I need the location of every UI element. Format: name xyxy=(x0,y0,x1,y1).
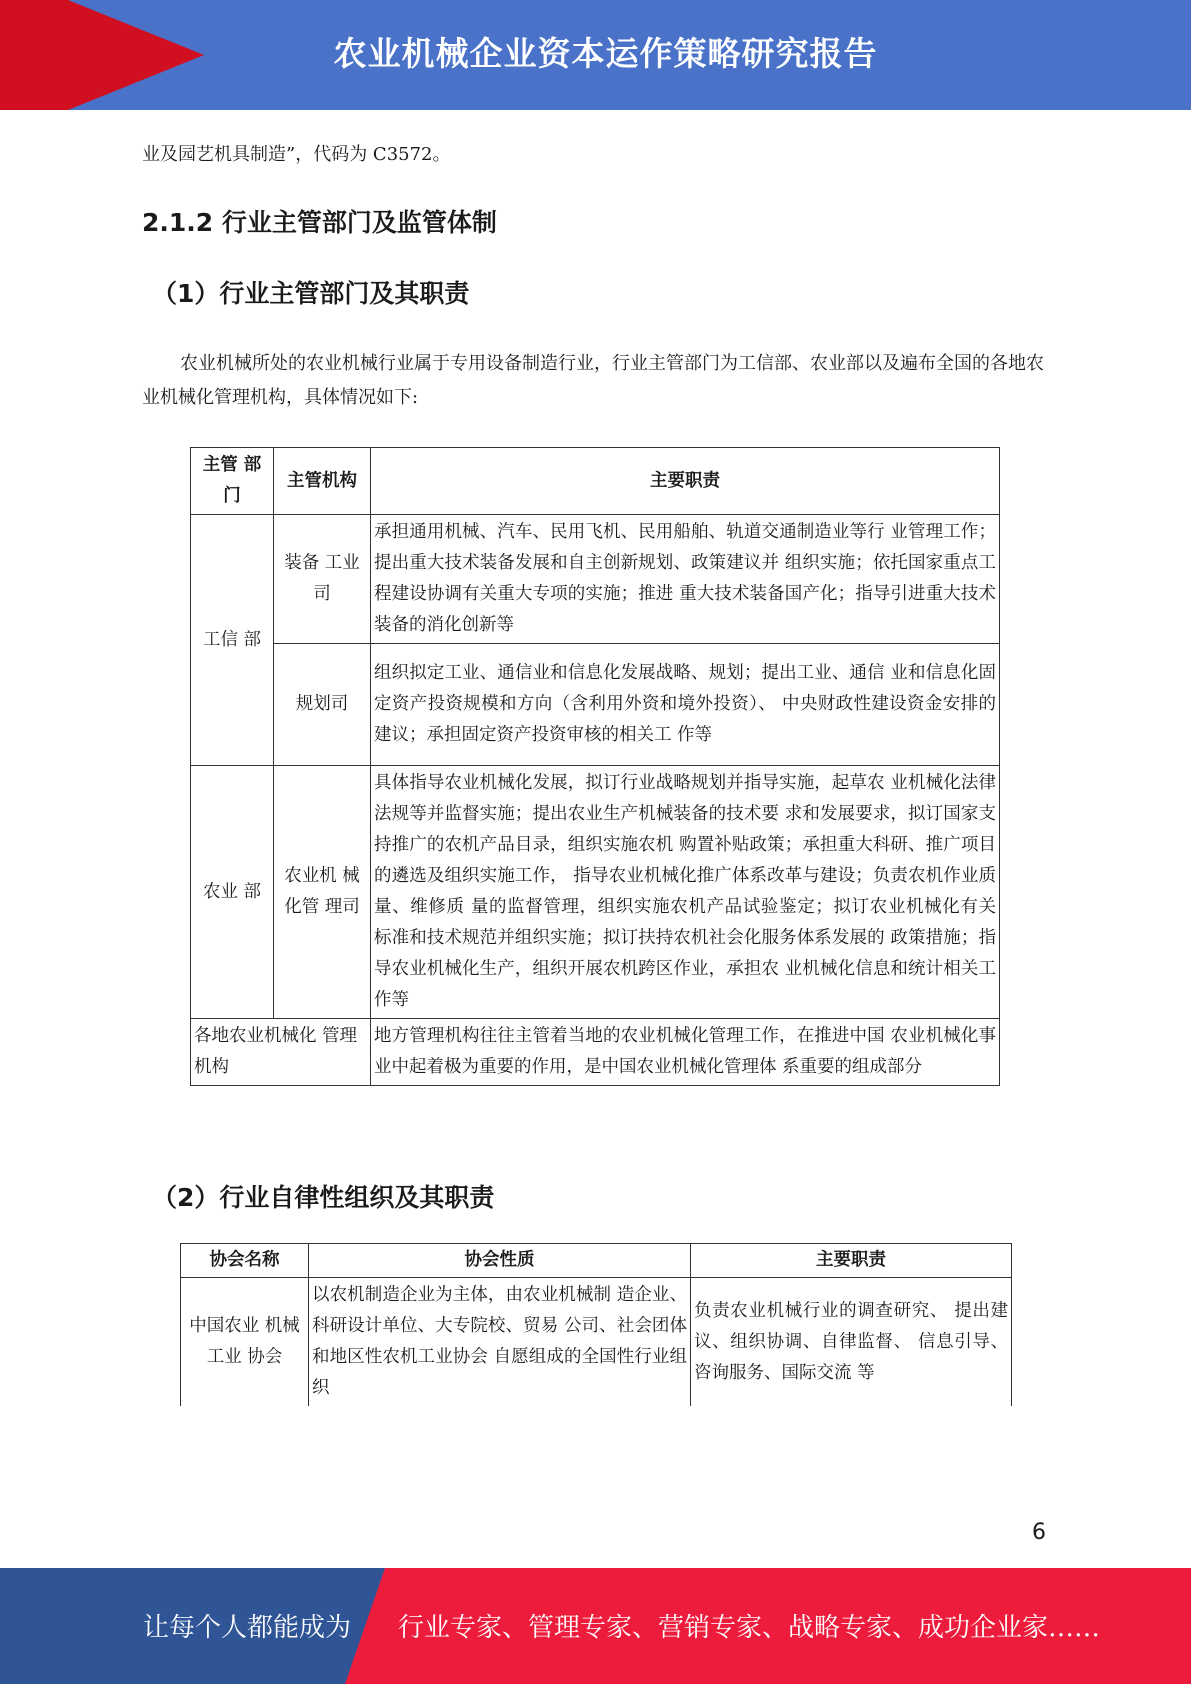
table-row xyxy=(191,515,1000,644)
table-row xyxy=(191,644,1000,766)
header-cell: 主要职责 xyxy=(371,448,1000,515)
header-banner xyxy=(0,0,1191,110)
intro-line: 业及园艺机具制造”，代码为 C3572。 xyxy=(142,144,451,165)
footer-slogan-left: 让每个人都能成为 xyxy=(143,1613,352,1643)
association-duty-cell: 负责农业机械行业的调查研究、 提出建议、组织协调、自律监督、 信息引导、咨询服务、国际交流 等 xyxy=(691,1278,1012,1407)
table-row xyxy=(181,1278,1012,1407)
body-paragraph: 农业机械所处的农业机械行业属于专用设备制造行业，行业主管部门为工信部、农业部以及遍布全国的各地农业机械化管理机构，具体情况如下: xyxy=(142,353,1044,408)
header-cell: 协会名称 xyxy=(181,1244,309,1278)
dept-cell: 农业 部 xyxy=(191,766,274,1019)
subsection-heading-1: （1）行业主管部门及其职责 xyxy=(152,279,470,308)
dept-cell: 各地农业机械化 管理机构 xyxy=(191,1019,371,1086)
page-number: 6 xyxy=(1032,1520,1046,1545)
report-title: 农业机械企业资本运作策略研究报告 xyxy=(333,34,878,73)
association-nature-cell: 以农机制造企业为主体，由农业机械制 造企业、科研设计单位、大专院校、贸易 公司、社会团体和地区性农机工业协会 自愿组成的全国性行业组织 xyxy=(309,1278,691,1407)
table-row xyxy=(191,1019,1000,1086)
header-cell: 协会性质 xyxy=(309,1244,691,1278)
association-name-cell: 中国农业 机械工业 协会 xyxy=(181,1278,309,1407)
table-header-row xyxy=(181,1244,1012,1278)
org-cell: 装备 工业司 xyxy=(274,515,371,644)
footer-banner xyxy=(0,1568,1191,1684)
header-cell: 主要职责 xyxy=(691,1244,1012,1278)
section-heading: 2.1.2 行业主管部门及监管体制 xyxy=(142,208,497,237)
table-row xyxy=(191,766,1000,1019)
header-red-block xyxy=(0,0,68,110)
org-cell: 农业机 械化管 理司 xyxy=(274,766,371,1019)
duty-cell: 组织拟定工业、通信业和信息化发展战略、规划；提出工业、通信 业和信息化固定资产投资规模和方向（含利用外资和境外投资）、 中央财政性建设资金安排的建议；承担固定资产投资审核的相关工 作等 xyxy=(371,644,1000,766)
subsection-heading-2: （2）行业自律性组织及其职责 xyxy=(152,1183,495,1212)
dept-cell: 工信 部 xyxy=(191,515,274,766)
footer-slogan-right: 行业专家、管理专家、营销专家、战略专家、成功企业家…… xyxy=(398,1613,1101,1643)
duty-cell: 地方管理机构往往主管着当地的农业机械化管理工作，在推进中国 农业机械化事业中起着极为重要的作用，是中国农业机械化管理体 系重要的组成部分 xyxy=(371,1019,1000,1086)
table-header-row xyxy=(191,448,1000,515)
header-cell: 主管机构 xyxy=(274,448,371,515)
regulator-table xyxy=(190,447,1000,1086)
duty-cell: 承担通用机械、汽车、民用飞机、民用船舶、轨道交通制造业等行 业管理工作；提出重大技术装备发展和自主创新规划、政策建议并 组织实施；依托国家重点工程建设协调有关重大专项的实施；推进 重大技术装备国产化；指导引进重大技术装备的消化创新等 xyxy=(371,515,1000,644)
duty-cell: 具体指导农业机械化发展，拟订行业战略规划并指导实施，起草农 业机械化法律法规等并监督实施；提出农业生产机械装备的技术要 求和发展要求，拟订国家支持推广的农机产品目录，组织实施农机 购置补贴政策；承担重大科研、推广项目的遴选及组织实施工作， 指导农业机械化推广体系改革与建设；负责农机作业质量、维修质 量的监督管理，组织实施农机产品试验鉴定；拟订农业机械化有关 标准和技术规范并组织实施；拟订扶持农机社会化服务体系发展的 政策措施；指导农业机械化生产，组织开展农机跨区作业，承担农 业机械化信息和统计相关工作等 xyxy=(371,766,1000,1019)
association-table xyxy=(180,1243,1012,1406)
header-cell: 主管 部门 xyxy=(191,448,274,515)
org-cell: 规划司 xyxy=(274,644,371,766)
